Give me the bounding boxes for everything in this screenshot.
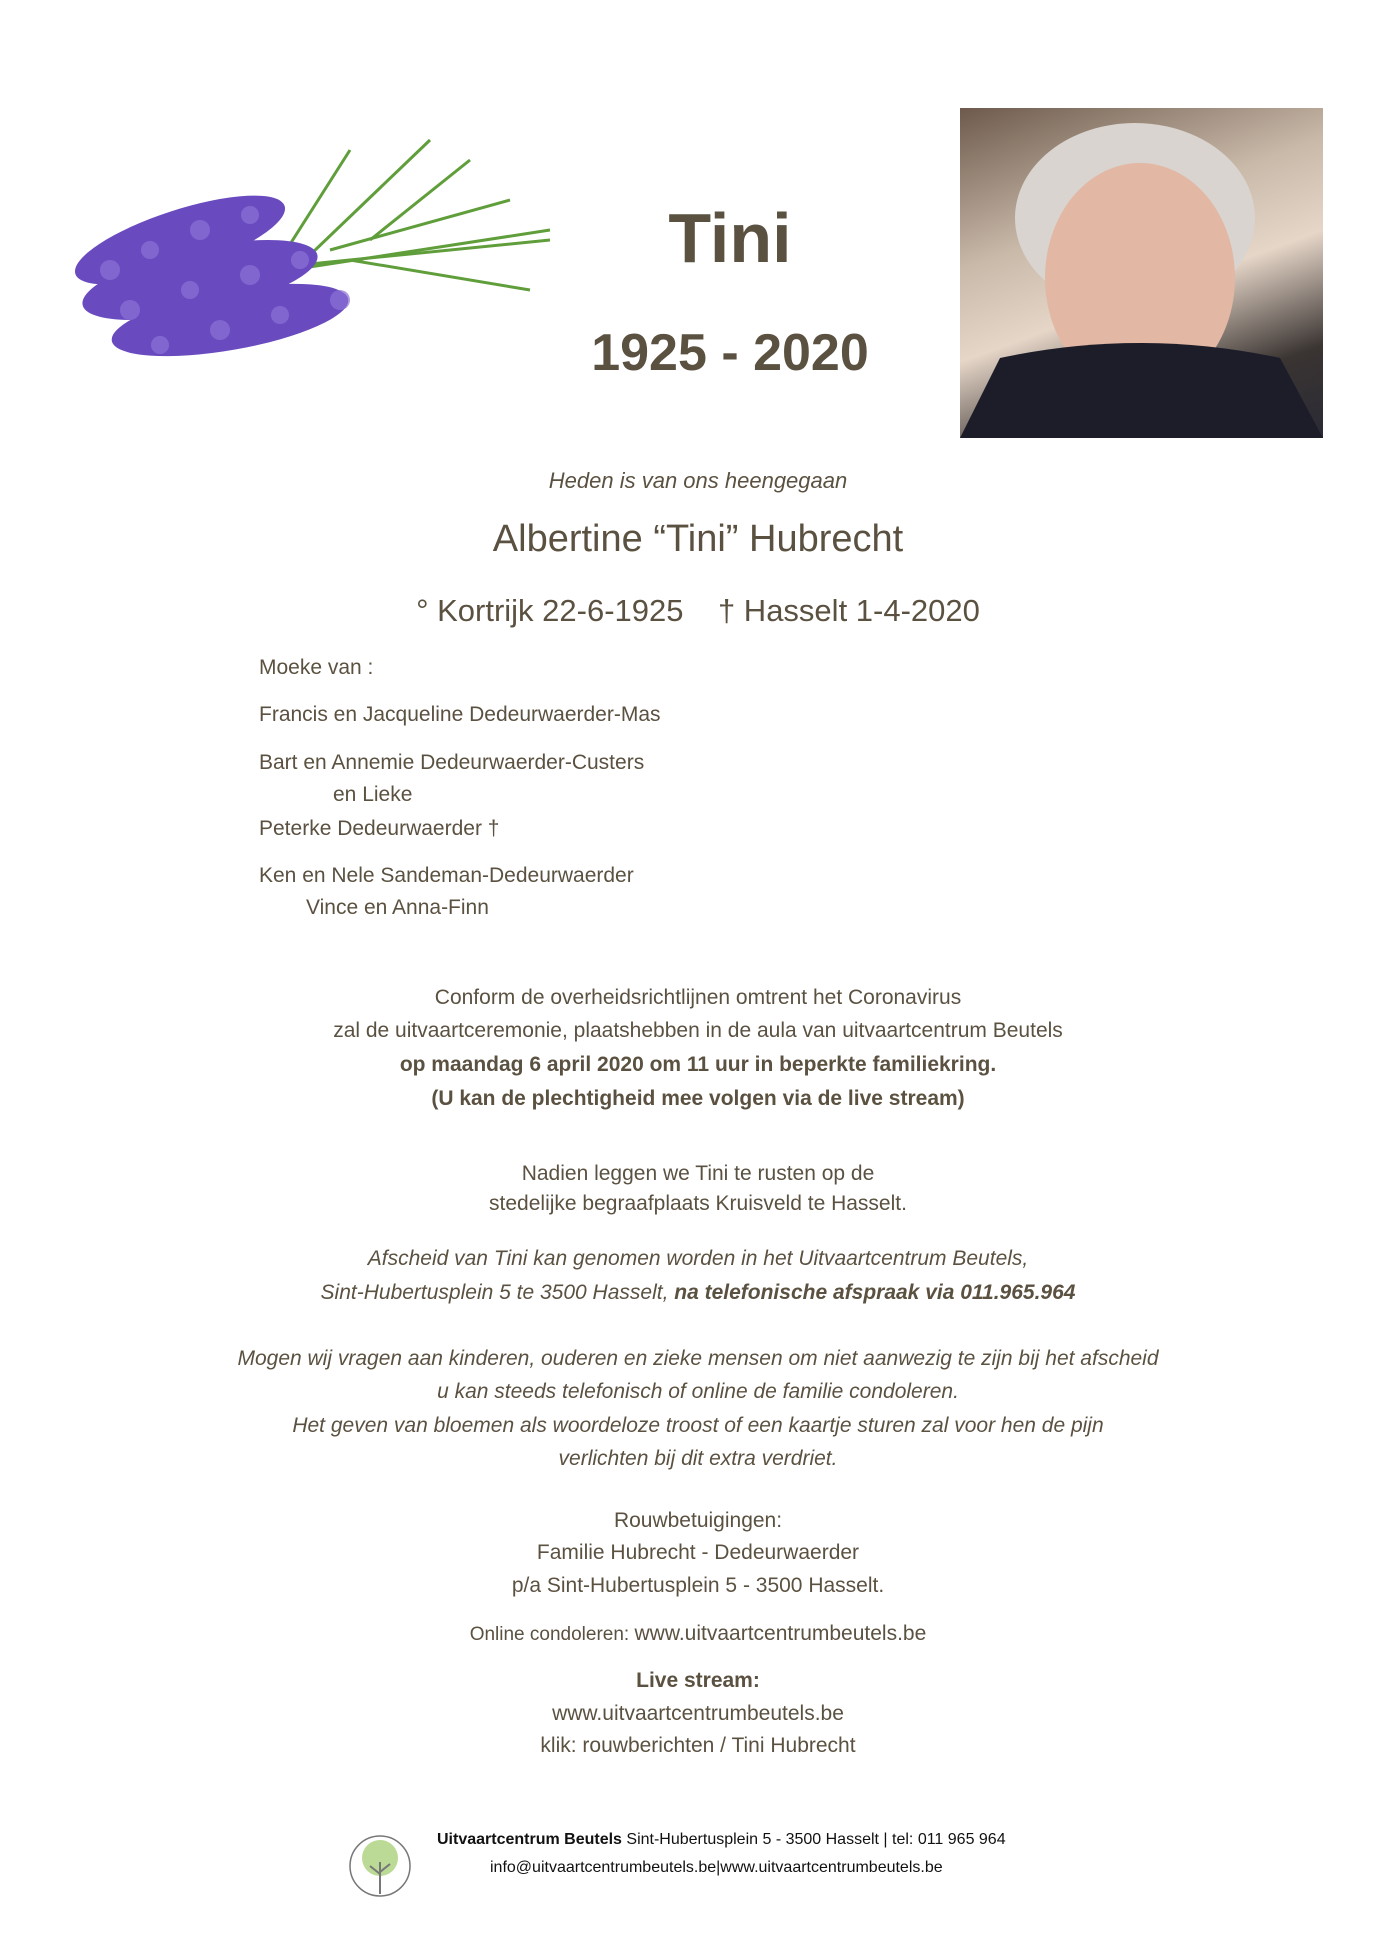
request-line: u kan steeds telefonisch of online de familie condoleren. (437, 1380, 959, 1403)
livestream-heading: Live stream: (636, 1669, 760, 1692)
years-heading: 1925 - 2020 (591, 324, 869, 382)
request-line: verlichten bij dit extra verdriet. (558, 1447, 838, 1470)
footer-address: Sint-Hubertusplein 5 - 3500 Hasselt | tel: 011 965 964 (621, 1831, 1006, 1848)
farewell-line: Afscheid van Tini kan genomen worden in het Uitvaartcentrum Beutels, (367, 1247, 1029, 1270)
family-line: Bart en Annemie Dedeurwaerder-Custers (259, 751, 645, 774)
farewell-appointment: na telefonische afspraak via 011.965.964 (668, 1281, 1076, 1304)
footer-email[interactable]: info@uitvaartcentrumbeutels.be (490, 1859, 717, 1876)
intro-text: Heden is van ons heengegaan (548, 468, 848, 493)
livestream-link[interactable]: www.uitvaartcentrumbeutels.be (552, 1702, 844, 1725)
burial-line: Nadien leggen we Tini te rusten op de (521, 1162, 875, 1185)
birth-death (0, 591, 1378, 631)
farewell-line (0, 1280, 1378, 1306)
footer-line-2 (490, 1858, 943, 1878)
burial-line: stedelijke begraafplaats Kruisveld te Hasselt. (489, 1192, 907, 1215)
request-line: Mogen wij vragen aan kinderen, ouderen en zieke mensen om niet aanwezig te zijn bij het afscheid (237, 1347, 1159, 1370)
birth-info: ° Kortrijk 22-6-1925 (416, 593, 684, 628)
footer-separator: | (716, 1859, 721, 1876)
family-line: Francis en Jacqueline Dedeurwaerder-Mas (259, 703, 661, 726)
condolences-line: Familie Hubrecht - Dedeurwaerder (536, 1541, 860, 1564)
request-line: Het geven van bloemen als woordeloze troost of een kaartje sturen zal voor hen de pijn (292, 1414, 1104, 1437)
full-name: Albertine “Tini” Hubrecht (492, 518, 904, 560)
family-line: Ken en Nele Sandeman-Dedeurwaerder (259, 864, 634, 887)
family-heading: Moeke van : (259, 656, 374, 679)
footer-website[interactable]: www.uitvaartcentrumbeutels.be (720, 1859, 943, 1876)
name-heading: Tini (668, 199, 792, 277)
death-info: † Hasselt 1-4-2020 (717, 593, 980, 628)
farewell-address: Sint-Hubertusplein 5 te 3500 Hasselt, (320, 1281, 669, 1304)
ceremony-livestream-note: (U kan de plechtigheid mee volgen via de live stream) (431, 1087, 965, 1110)
footer-line-1 (437, 1830, 1006, 1850)
portrait-illustration (960, 108, 1323, 438)
online-label: Online condoleren: (469, 1624, 635, 1645)
ceremony-line: Conform de overheidsrichtlijnen omtrent het Coronavirus (434, 986, 962, 1009)
online-condolences (0, 1621, 1378, 1648)
footer-company: Uitvaartcentrum Beutels (437, 1831, 622, 1848)
company-logo (346, 1822, 414, 1908)
family-line: Vince en Anna-Finn (306, 896, 489, 919)
condolences-heading: Rouwbetuigingen: (613, 1509, 783, 1532)
family-line: en Lieke (333, 783, 413, 806)
ceremony-date: op maandag 6 april 2020 om 11 uur in beperkte familiekring. (399, 1053, 997, 1076)
family-line: Peterke Dedeurwaerder † (259, 817, 500, 840)
portrait-photo (960, 108, 1323, 438)
online-link[interactable]: www.uitvaartcentrumbeutels.be (634, 1622, 927, 1645)
condolences-line: p/a Sint-Hubertusplein 5 - 3500 Hasselt. (511, 1574, 885, 1597)
ceremony-line: zal de uitvaartceremonie, plaatshebben in de aula van uitvaartcentrum Beutels (333, 1019, 1063, 1042)
livestream-path: klik: rouwberichten / Tini Hubrecht (540, 1734, 856, 1757)
